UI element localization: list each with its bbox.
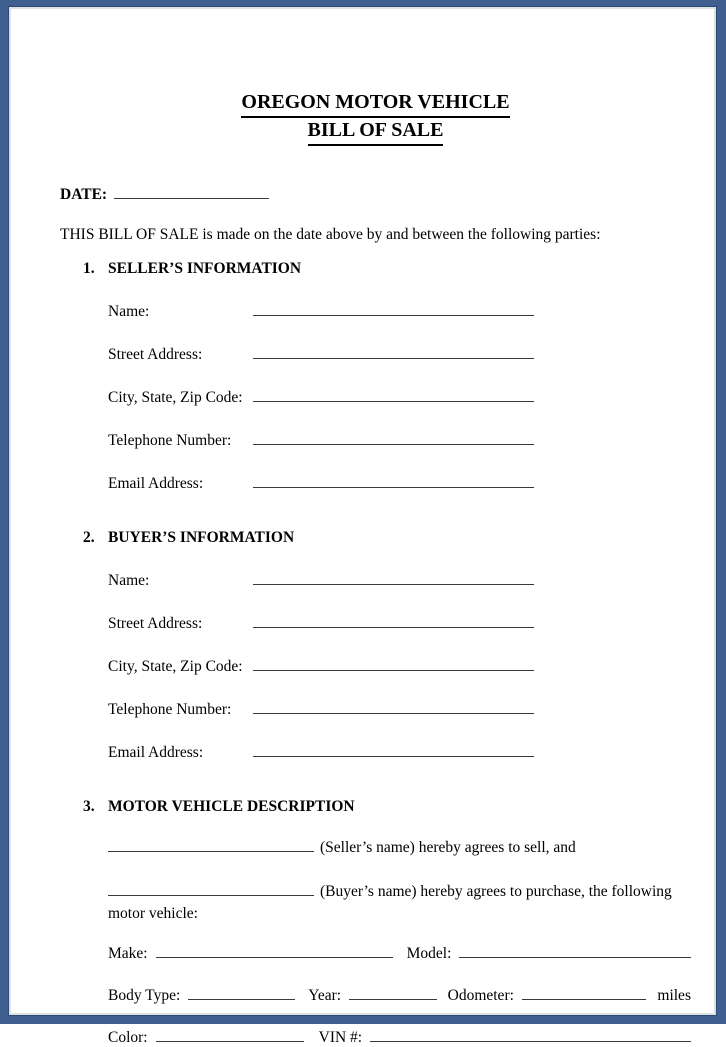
seller-clause-row xyxy=(108,835,691,857)
document-title xyxy=(60,90,691,146)
buyer-telephone-field[interactable] xyxy=(253,697,534,714)
buyer-clause-row xyxy=(108,879,691,901)
make-model-row xyxy=(108,941,691,963)
vin-field[interactable] xyxy=(370,1025,691,1042)
buyer-clause-text: (Buyer’s name) hereby agrees to purchase, the following xyxy=(320,883,672,900)
color-field[interactable] xyxy=(156,1025,304,1042)
buyer-city-state-zip-label: City, State, Zip Code: xyxy=(108,658,243,675)
field-row xyxy=(108,342,691,364)
buyer-email-field[interactable] xyxy=(253,740,534,757)
odometer-label: Odometer: xyxy=(447,987,514,1004)
buyer-name-blank-field[interactable] xyxy=(108,879,314,896)
odometer-field[interactable] xyxy=(522,983,646,1000)
vin-label: VIN #: xyxy=(318,1029,363,1046)
field-row xyxy=(108,385,691,407)
section-motor-vehicle-description xyxy=(60,798,691,1047)
buyer-clause-continuation: motor vehicle: xyxy=(108,905,198,922)
field-row xyxy=(108,471,691,493)
seller-city-state-zip-label: City, State, Zip Code: xyxy=(108,389,243,406)
make-label: Make: xyxy=(108,945,148,962)
field-row xyxy=(108,611,691,633)
miles-label: miles xyxy=(657,987,691,1004)
seller-name-field[interactable] xyxy=(253,299,534,316)
seller-street-address-field[interactable] xyxy=(253,342,534,359)
field-row xyxy=(108,299,691,321)
year-field[interactable] xyxy=(349,983,437,1000)
body-type-label: Body Type: xyxy=(108,987,181,1004)
field-row xyxy=(108,428,691,450)
date-label: DATE: xyxy=(60,186,108,203)
buyer-name-field[interactable] xyxy=(253,568,534,585)
seller-name-label: Name: xyxy=(108,303,150,320)
body-year-odometer-row xyxy=(108,983,691,1005)
section-3-number: 3. xyxy=(83,798,95,815)
seller-name-blank-field[interactable] xyxy=(108,835,314,852)
body-type-field[interactable] xyxy=(188,983,295,1000)
title-line-1: OREGON MOTOR VEHICLE xyxy=(241,90,509,118)
seller-street-address-label: Street Address: xyxy=(108,346,203,363)
seller-telephone-field[interactable] xyxy=(253,428,534,445)
seller-telephone-label: Telephone Number: xyxy=(108,432,232,449)
section-2-number: 2. xyxy=(83,529,95,546)
model-label: Model: xyxy=(406,945,452,962)
section-buyer-information xyxy=(60,529,691,762)
section-seller-information xyxy=(60,260,691,493)
seller-clause-text: (Seller’s name) hereby agrees to sell, and xyxy=(320,839,576,856)
make-field[interactable] xyxy=(156,941,393,958)
field-row xyxy=(108,568,691,590)
color-vin-row xyxy=(108,1025,691,1047)
buyer-street-address-field[interactable] xyxy=(253,611,534,628)
date-blank-field[interactable] xyxy=(114,182,269,199)
seller-email-label: Email Address: xyxy=(108,475,204,492)
buyer-telephone-label: Telephone Number: xyxy=(108,701,232,718)
color-label: Color: xyxy=(108,1029,148,1046)
section-1-heading xyxy=(83,260,691,278)
field-row xyxy=(108,654,691,676)
section-3-heading xyxy=(83,798,691,816)
buyer-name-label: Name: xyxy=(108,572,150,589)
section-2-title: BUYER’S INFORMATION xyxy=(108,529,295,546)
section-3-title: MOTOR VEHICLE DESCRIPTION xyxy=(108,798,355,815)
document-content xyxy=(8,90,717,1047)
year-label: Year: xyxy=(308,987,342,1004)
seller-city-state-zip-field[interactable] xyxy=(253,385,534,402)
section-1-title: SELLER’S INFORMATION xyxy=(108,260,302,277)
buyer-city-state-zip-field[interactable] xyxy=(253,654,534,671)
section-2-heading xyxy=(83,529,691,547)
date-row xyxy=(60,182,691,204)
field-row xyxy=(108,740,691,762)
field-row xyxy=(108,697,691,719)
buyer-street-address-label: Street Address: xyxy=(108,615,203,632)
intro-paragraph: THIS BILL OF SALE is made on the date above by and between the following parties: xyxy=(60,226,601,243)
buyer-email-label: Email Address: xyxy=(108,744,204,761)
seller-email-field[interactable] xyxy=(253,471,534,488)
title-line-2: BILL OF SALE xyxy=(308,118,444,146)
model-field[interactable] xyxy=(459,941,691,958)
section-1-number: 1. xyxy=(83,260,95,277)
